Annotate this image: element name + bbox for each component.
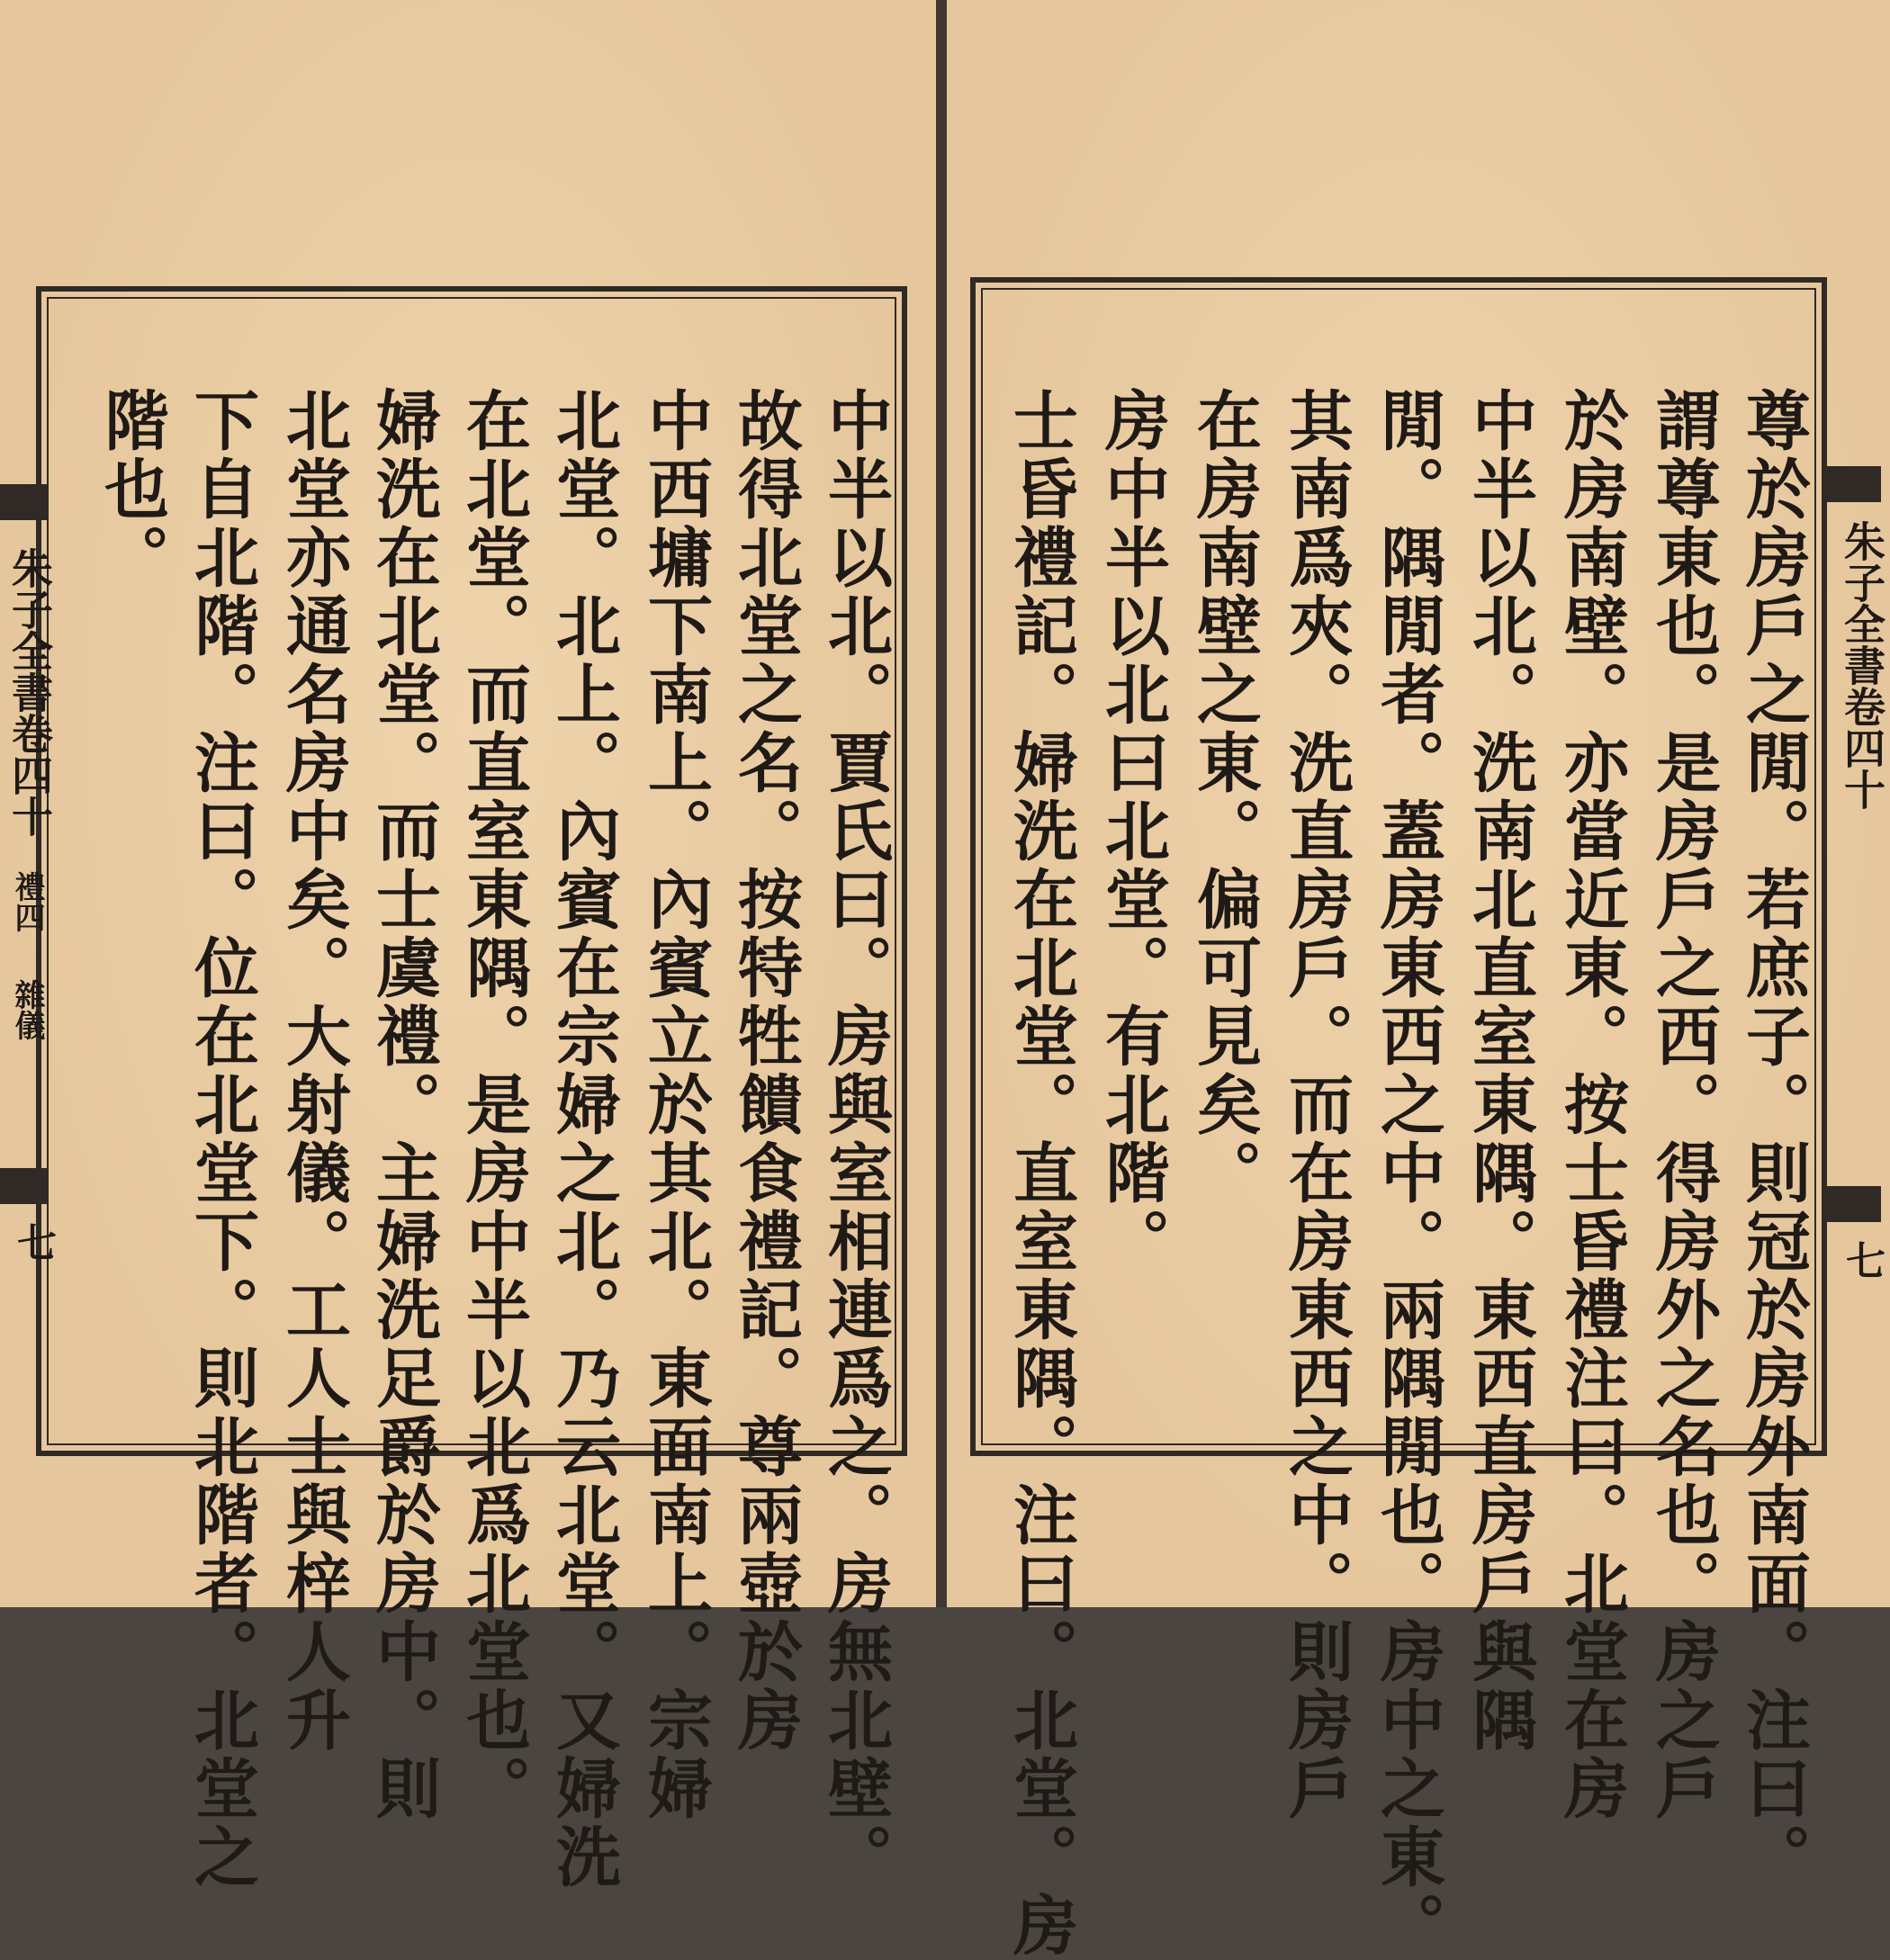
right-text-column: 其南爲夾。洗直房戶。而在房東西之中。則房戶 (1278, 387, 1354, 1823)
right-fish-tail-top (1827, 466, 1881, 502)
right-page (947, 0, 1890, 1960)
left-page (0, 0, 936, 1892)
right-fish-tail-bottom (1827, 1186, 1881, 1222)
left-text-column: 北堂亦通名房中矣。大射儀。工人士與梓人升 (275, 387, 352, 1755)
right-text-column: 房中半以北曰北堂。有北階。 (1094, 387, 1171, 1276)
left-text-column: 中西墉下南上。內賓立於其北。東面南上。宗婦 (637, 387, 714, 1823)
left-text-column: 中半以北。賈氏曰。房與室相連爲之。房無北壁。 (817, 387, 894, 1892)
left-text-column: 下自北階。注曰。位在北堂下。則北階者。北堂之 (184, 387, 260, 1892)
left-text-column: 在北堂。而直室東隅。是房中半以北爲北堂也。 (455, 387, 532, 1823)
right-text-column: 謂尊東也。是房戶之西。得房外之名也。房之戶 (1645, 387, 1722, 1823)
left-fish-tail-top (0, 484, 47, 520)
left-folio-number: 七 (10, 1222, 56, 1262)
left-subsection-label: 雜儀 (9, 979, 45, 1040)
right-text-column: 閒。隅閒者。蓋房東西之中。兩隅閒也。房中之東。 (1370, 387, 1446, 1960)
left-text-column: 婦洗在北堂。而士虞禮。主婦洗足爵於房中。則 (365, 387, 442, 1823)
left-fish-tail-bottom (0, 1168, 47, 1204)
book-gutter (936, 0, 947, 1607)
left-text-column: 故得北堂之名。按特牲饋食禮記。尊兩壺於房 (727, 387, 804, 1755)
left-margin-band (0, 286, 56, 1456)
left-section-label: 禮四 (9, 871, 45, 932)
right-text-column: 尊於房戶之閒。若庶子。則冠於房外南面。注曰。 (1735, 387, 1812, 1892)
right-text-column: 在房南壁之東。偏可見矣。 (1186, 387, 1263, 1208)
left-text-column: 北堂。北上。內賓在宗婦之北。乃云北堂。又婦洗 (545, 387, 622, 1892)
right-text-column: 士昏禮記。婦洗在北堂。直室東隅。注曰。北堂。房 (1003, 387, 1079, 1960)
right-book-title: 朱子全書卷四十 (1838, 520, 1886, 810)
right-margin-band (1827, 286, 1886, 1456)
left-book-title: 朱子全書卷四十 (5, 547, 54, 837)
right-text-column: 中半以北。洗南北直室東隅。東西直房戶與隅 (1462, 387, 1538, 1755)
right-folio-number: 七 (1839, 1240, 1885, 1280)
right-text-column: 於房南壁。亦當近東。按士昏禮注曰。北堂在房 (1553, 387, 1630, 1823)
left-text-column: 階也。 (94, 387, 170, 592)
